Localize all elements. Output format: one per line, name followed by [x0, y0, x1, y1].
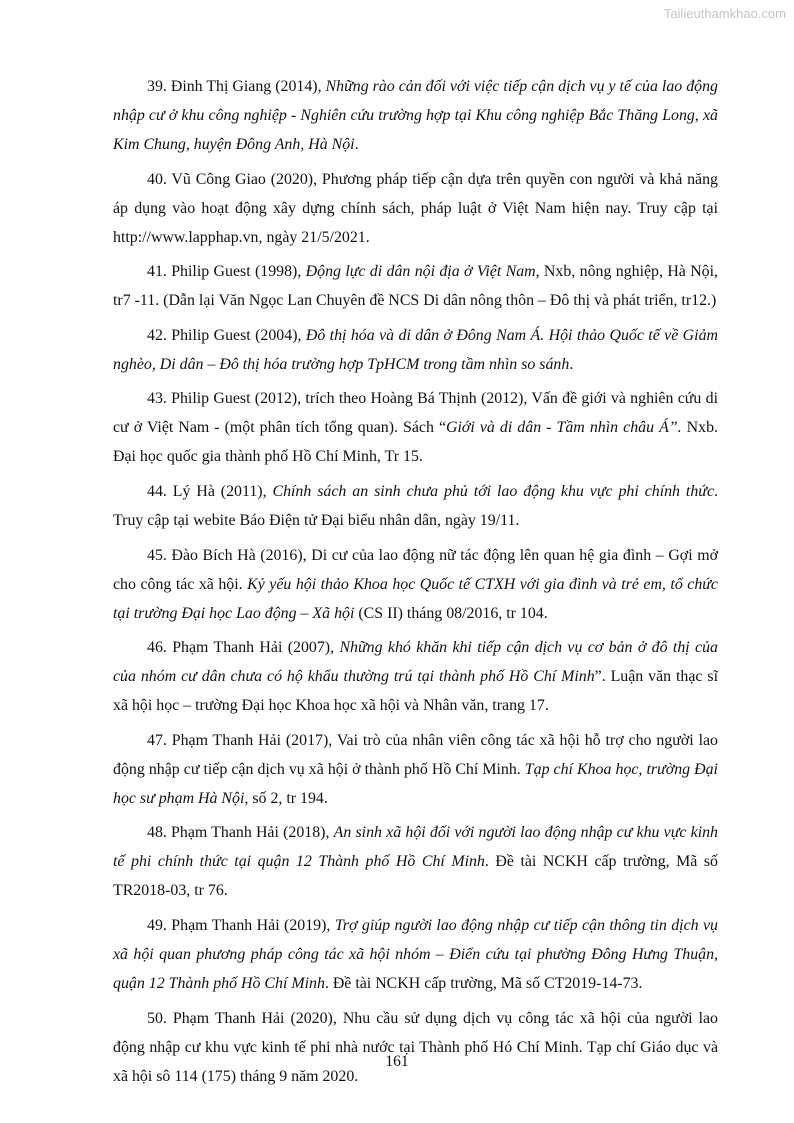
reference-text: (CS II) tháng 08/2016, tr 104.	[354, 604, 548, 622]
reference-title: Giới và di dân - Tầm nhìn châu Á”.	[446, 419, 682, 437]
reference-text: Nxb. Đại học quốc gia thành phố Hồ Chí Minh, Tr 15.	[113, 419, 718, 466]
reference-text: 40. Vũ Công Giao (2020), Phương pháp tiếp cận dựa trên quyền con người và khả năng áp dụng vào hoạt động xây dựng chính sách, pháp luật ở Việt Nam hiện nay. Truy cập tại http://www.lapphap.vn, ngày 21/5/2021.	[113, 170, 718, 246]
reference-text: .	[569, 355, 574, 373]
reference-title: Động lực di dân nội địa ở Việt Nam	[305, 263, 536, 281]
reference-text: 50. Phạm Thanh Hải (2020), Nhu cầu sử dụng dịch vụ công tác xã hội của người lao động nhập cư khu vực kinh tế phi nhà nước tại Thành phố Hó Chí Minh. Tạp chí Giáo dục và xã hội sô 114 (175) tháng 9 năm 2020.	[113, 1009, 718, 1085]
reference-title: Trợ giúp người lao động nhập cư tiếp cận thông tin dịch vụ xã hội quan phương pháp công tác xã hội nhóm – Điển cứu tại phường Đông Hưng Thuận, quận 12 Thành phố Hồ Chí Minh	[113, 916, 718, 992]
page-number: 161	[385, 1053, 409, 1070]
reference-entry	[113, 1004, 718, 1091]
reference-text: , số 2, tr 194.	[244, 789, 328, 807]
reference-text: . Truy cập tại webite Báo Điện tử Đại biểu nhân dân, ngày 19/11.	[113, 482, 718, 529]
reference-text: 39. Đinh Thị Giang (2014),	[147, 78, 326, 95]
reference-title: Những khó khăn khi tiếp cận dịch vụ cơ bản ở đô thị của của nhóm cư dân chưa có hộ khẩu thường trú tại thành phố Hồ Chí Minh	[113, 639, 718, 686]
reference-text: , Nxb, nông nghiệp, Hà Nội, tr7 -11. (Dẫn lại Văn Ngọc Lan Chuyên đề NCS Di dân nông thôn – Đô thị và phát triển, tr12.)	[113, 263, 719, 310]
watermark: Tailieuthamkhao.com	[663, 6, 786, 21]
reference-text: 43. Philip Guest (2012), trích theo Hoàng Bá Thịnh (2012), Vấn đề giới và nghiên cứu di cư ở Việt Nam - (một phân tích tổng quan). Sách “	[113, 390, 718, 437]
reference-entry	[113, 818, 718, 905]
reference-list	[113, 72, 718, 1096]
reference-title: Đô thị hóa và di dân ở Đông Nam Á. Hội thảo Quốc tế về Giảm nghèo, Di dân – Đô thị hóa trường hợp TpHCM trong tầm nhìn so sánh	[113, 326, 718, 373]
reference-entry	[113, 726, 718, 813]
reference-text: . Đề tài NCKH cấp trường, Mã số TR2018-03, tr 76.	[113, 853, 719, 900]
reference-text: .	[354, 136, 359, 153]
reference-entry	[113, 477, 718, 535]
reference-entry	[113, 541, 718, 628]
reference-entry	[113, 321, 718, 379]
reference-title: Những rào cản đối với việc tiếp cận dịch vụ y tế của lao động nhập cư ở khu công nghiệp - Nghiên cứu trường hợp tại Khu công nghiệp Bắc Thăng Long, xã Kim Chung, huyện Đông Anh, Hà Nội	[113, 78, 718, 153]
reference-text: 49. Phạm Thanh Hải (2019),	[147, 916, 335, 934]
reference-entry	[113, 257, 718, 315]
reference-text: 42. Philip Guest (2004),	[147, 326, 306, 344]
reference-text: 44. Lý Hà (2011),	[147, 482, 273, 500]
reference-text: 47. Phạm Thanh Hải (2017), Vai trò của nhân viên công tác xã hội hỗ trợ cho người lao động nhập cư tiếp cận dịch vụ xã hội ở thành phố Hồ Chí Minh.	[113, 731, 718, 778]
reference-title: Kỷ yếu hội thảo Khoa học Quốc tế CTXH với gia đình và trẻ em, tổ chức tại trường Đại học Lao động – Xã hội	[113, 575, 718, 622]
reference-entry	[113, 384, 718, 471]
reference-text: 41. Philip Guest (1998),	[147, 263, 306, 281]
reference-entry	[113, 911, 718, 998]
reference-text: 48. Phạm Thanh Hải (2018),	[147, 824, 334, 842]
reference-text: 46. Phạm Thanh Hải (2007),	[147, 639, 340, 657]
reference-entry	[113, 633, 718, 720]
reference-text: ”. Luận văn thạc sĩ xã hội học – trường Đại học Khoa học xã hội và Nhân văn, trang 17.	[113, 668, 718, 715]
reference-entry	[113, 72, 718, 159]
reference-title: Chính sách an sinh chưa phủ tới lao động khu vực phi chính thức	[272, 482, 715, 500]
reference-text: . Đề tài NCKH cấp trường, Mã số CT2019-14-73.	[324, 974, 643, 992]
reference-title: An sinh xã hội đối với người lao động nhập cư khu vực kinh tế phi chính thức tại quận 12 Thành phố Hồ Chí Minh	[113, 824, 719, 871]
reference-text: 45. Đào Bích Hà (2016), Di cư của lao động nữ tác động lên quan hệ gia đình – Gợi mở cho công tác xã hội.	[113, 546, 718, 593]
reference-title: Tạp chí Khoa học, trường Đại học sư phạm Hà Nội	[113, 760, 718, 807]
reference-entry	[113, 165, 718, 252]
